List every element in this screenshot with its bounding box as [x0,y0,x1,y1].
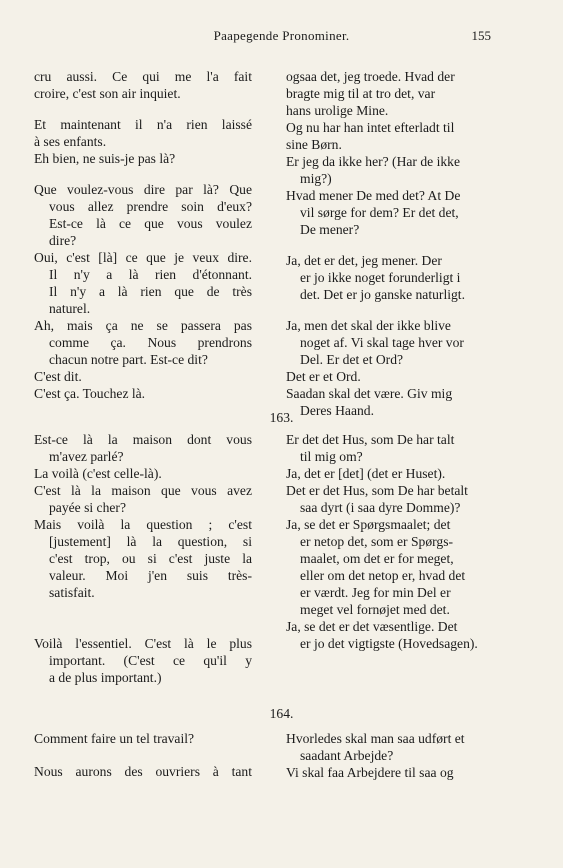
danish-paragraph [286,618,521,652]
danish-column-162 [286,68,521,419]
line: C'est dit. [34,369,82,384]
french-paragraph [34,150,252,167]
line: dire? [49,233,77,248]
line: til mig om? [300,449,363,464]
french-paragraph [34,635,252,686]
french-paragraph [34,385,252,402]
line: Il n'y a là rien d'étonnant. [49,267,252,282]
line: saadant Arbejde? [300,748,394,763]
french-column-162 [34,68,252,402]
line: eller om det netop er, hvad det [300,568,466,583]
line: er netop det, som er Spørgs- [300,534,454,549]
french-paragraph [34,482,252,516]
line: Il n'y a là rien que de très [49,284,252,299]
line: Est-ce là ce que vous voulez [49,216,252,231]
line: maalet, om det er for meget, [300,551,454,566]
line: Oui, c'est [là] ce que je veux dire. [34,250,252,265]
french-paragraph [34,516,252,601]
line: bragte mig til at tro det, var [286,86,436,101]
line: Det er det Hus, som De har betalt [286,483,468,498]
line: Ja, se det er det væsentlige. Det [286,619,458,634]
line: hans urolige Mine. [286,103,389,118]
line: C'est ça. Touchez là. [34,386,146,401]
line: [justement] là la question, si [49,534,252,549]
line: Ah, mais ça ne se passera pas [34,318,252,333]
line: det. Det er jo ganske naturligt. [300,287,465,302]
danish-paragraph [286,68,521,119]
danish-paragraph [286,482,521,516]
danish-paragraph [286,431,521,465]
line: à ses enfants. [34,134,107,149]
line: Ja, det er [det] (det er Huset). [286,466,446,481]
danish-paragraph [286,119,521,153]
line: naturel. [49,301,91,316]
line: Og nu har han intet efterladt til [286,120,455,135]
french-column-164 [34,730,252,780]
danish-column-163 [286,431,521,652]
line: La voilà (c'est celle-là). [34,466,162,481]
french-paragraph [34,431,252,465]
line: Det er et Ord. [286,369,361,384]
line: Ja, men det skal der ikke blive [286,318,451,333]
line: ogsaa det, jeg troede. Hvad der [286,69,455,84]
line: Er det det Hus, som De har talt [286,432,455,447]
french-paragraph [34,249,252,317]
line: satisfait. [49,585,95,600]
line: Comment faire un tel travail? [34,731,195,746]
line: c'est trop, ou si c'est juste la [49,551,252,566]
line: Hvorledes skal man saa udført et [286,731,465,746]
line: Eh bien, ne suis-je pas là? [34,151,176,166]
line: vil sørge for dem? Er det det, [300,205,459,220]
section-number-163: 163. [269,410,294,425]
danish-paragraph [286,764,521,781]
line: Er jeg da ikke her? (Har de ikke [286,154,460,169]
line: mig?) [300,171,332,186]
line: Del. Er det et Ord? [300,352,404,367]
line: comme ça. Nous prendrons [49,335,252,350]
line: vous allez prendre soin d'eux? [49,199,252,214]
line: sine Børn. [286,137,342,152]
french-paragraph [34,181,252,249]
line: C'est là la maison que vous avez [34,483,252,498]
french-paragraph [34,730,252,747]
line: Et maintenant il n'a rien laissé [34,117,252,132]
line: Nous aurons des ouvriers à tant [34,764,252,779]
line: important. (C'est ce qu'il y [49,653,252,668]
page-number: 155 [471,28,491,43]
danish-paragraph [286,252,521,303]
danish-paragraph [286,187,521,238]
danish-column-164 [286,730,521,781]
line: m'avez parlé? [49,449,124,464]
line: Ja, det er det, jeg mener. Der [286,253,442,268]
danish-paragraph [286,730,521,764]
danish-paragraph [286,153,521,187]
line: er jo det vigtigste (Hovedsagen). [300,636,478,651]
line: Deres Haand. [300,403,374,418]
line: De mener? [300,222,360,237]
line: Que voulez-vous dire par là? Que [34,182,252,197]
danish-paragraph [286,465,521,482]
line: noget af. Vi skal tage hver vor [300,335,464,350]
line: Ja, se det er Spørgsmaalet; det [286,517,451,532]
french-column-163 [34,431,252,686]
line: Hvad mener De med det? At De [286,188,461,203]
danish-paragraph [286,368,521,385]
line: saa dyrt (i saa dyre Domme)? [300,500,461,515]
french-paragraph [34,368,252,385]
line: payée si cher? [49,500,126,515]
line: er værdt. Jeg for min Del er [300,585,451,600]
french-paragraph [34,763,252,780]
french-paragraph [34,116,252,150]
line: Voilà l'essentiel. C'est là le plus [34,636,252,651]
page-header [0,28,563,48]
line: cru aussi. Ce qui me l'a fait [34,69,252,84]
running-title: Paapegende Pronominer. [213,28,350,43]
line: er jo ikke noget forunderligt i [300,270,461,285]
line: Mais voilà la question ; c'est [34,517,252,532]
danish-paragraph [286,317,521,368]
french-paragraph [34,317,252,368]
line: Vi skal faa Arbejdere til saa og [286,765,454,780]
section-number-164: 164. [269,706,294,721]
line: chacun notre part. Est-ce dit? [49,352,208,367]
line: croire, c'est son air inquiet. [34,86,181,101]
line: a de plus important.) [49,670,162,685]
line: Saadan skal det være. Giv mig [286,386,453,401]
line: valeur. Moi j'en suis très- [49,568,252,583]
line: Est-ce là la maison dont vous [34,432,252,447]
french-paragraph [34,68,252,102]
french-paragraph [34,465,252,482]
danish-paragraph [286,516,521,618]
line: meget vel fornøjet med det. [300,602,450,617]
